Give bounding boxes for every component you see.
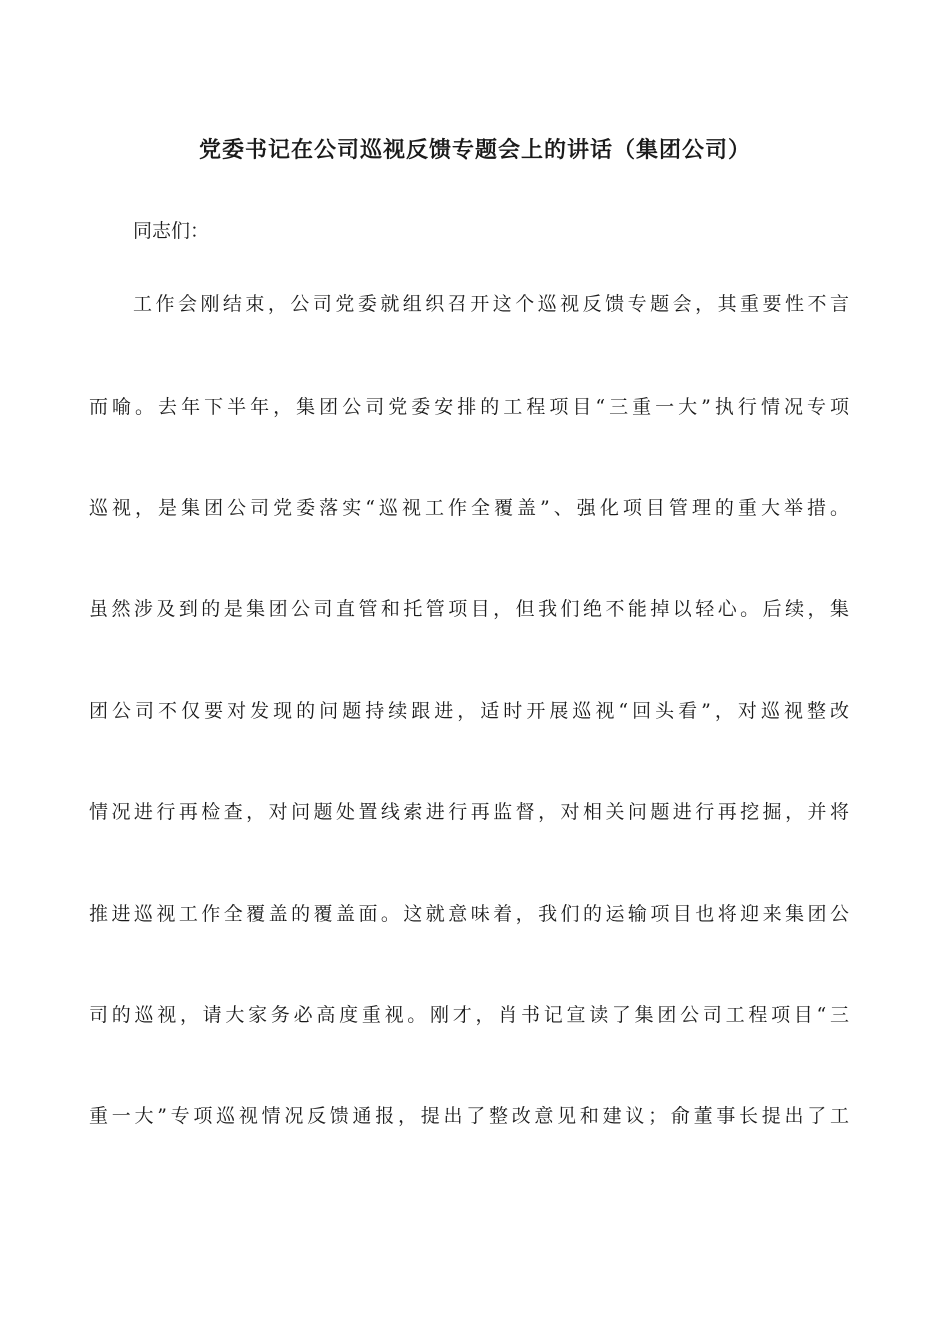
paragraph-line: 重一大”专项巡视情况反馈通报，提出了整改意见和建议；俞董事长提出了工 (89, 1105, 849, 1127)
paragraph-line: 巡视，是集团公司党委落实“巡视工作全覆盖”、强化项目管理的重大举措。 (89, 497, 849, 519)
paragraph-line: 而喻。去年下半年，集团公司党委安排的工程项目“三重一大”执行情况专项 (89, 396, 849, 418)
paragraph-line: 司的巡视，请大家务必高度重视。刚才，肖书记宣读了集团公司工程项目“三 (89, 1004, 849, 1026)
paragraph-line: 工作会刚结束，公司党委就组织召开这个巡视反馈专题会，其重要性不言 (133, 293, 849, 315)
paragraph-line: 虽然涉及到的是集团公司直管和托管项目，但我们绝不能掉以轻心。后续，集 (89, 598, 849, 620)
document-title: 党委书记在公司巡视反馈专题会上的讲话（集团公司） (198, 137, 751, 163)
paragraph-line: 情况进行再检查，对问题处置线索进行再监督，对相关问题进行再挖掘，并将 (89, 801, 849, 823)
paragraph-line: 团公司不仅要对发现的问题持续跟进，适时开展巡视“回头看”，对巡视整改 (89, 700, 849, 722)
salutation: 同志们： (133, 220, 210, 242)
paragraph-line: 推进巡视工作全覆盖的覆盖面。这就意味着，我们的运输项目也将迎来集团公 (89, 903, 849, 925)
